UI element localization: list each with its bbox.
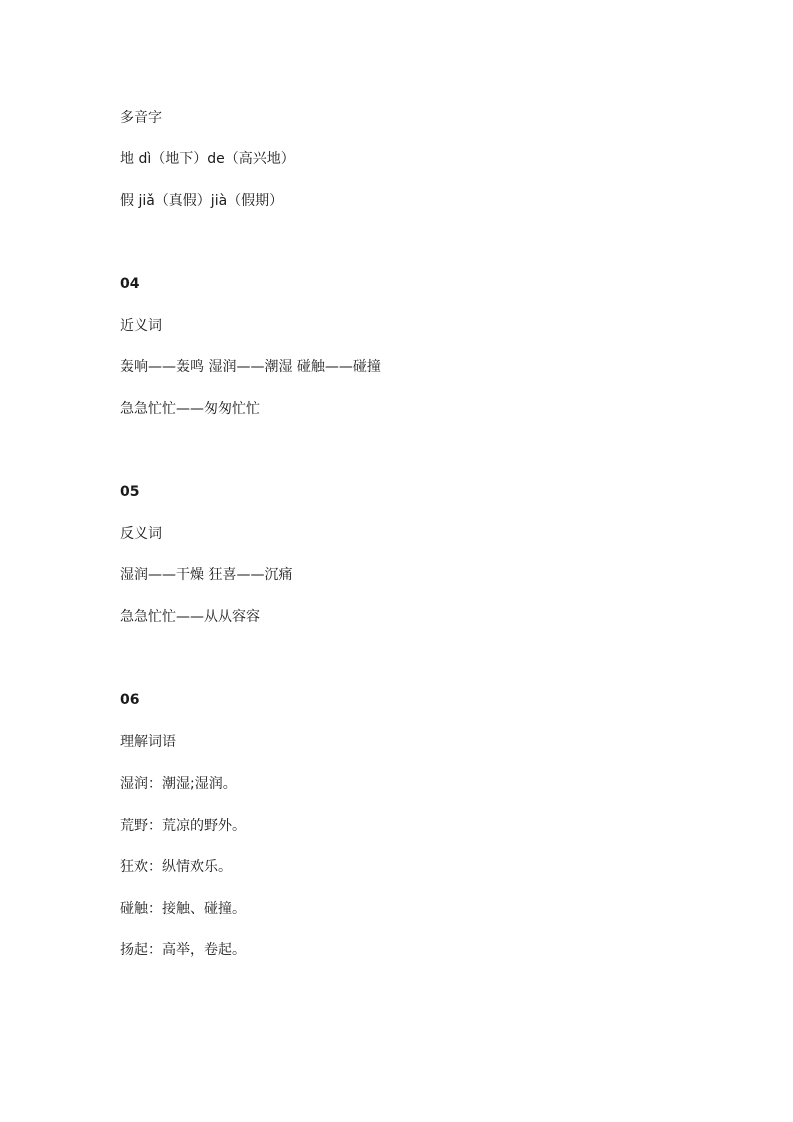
vocabulary-line-5: 扬起：高举，卷起。: [120, 942, 246, 958]
section-number-06: 06: [120, 692, 140, 708]
section-heading-synonyms: 近义词: [120, 318, 162, 334]
polyphone-line-1: 地 dì（地下）de（高兴地）: [120, 151, 295, 167]
vocabulary-line-4: 碰触：接触、碰撞。: [120, 901, 246, 917]
section-heading-polyphones: 多音字: [120, 110, 162, 126]
vocabulary-line-3: 狂欢：纵情欢乐。: [120, 859, 232, 875]
section-number-04: 04: [120, 276, 140, 292]
polyphone-line-2: 假 jiǎ（真假）jià（假期）: [120, 193, 284, 209]
antonym-line-1: 湿润——干燥 狂喜——沉痛: [120, 567, 293, 583]
vocabulary-line-2: 荒野：荒凉的野外。: [120, 818, 246, 834]
antonym-line-2: 急急忙忙——从从容容: [120, 609, 260, 625]
section-heading-antonyms: 反义词: [120, 526, 162, 542]
vocabulary-line-1: 湿润：潮湿;湿润。: [120, 776, 237, 792]
synonym-line-2: 急急忙忙——匆匆忙忙: [120, 401, 260, 417]
synonym-line-1: 轰响——轰鸣 湿润——潮湿 碰触——碰撞: [120, 359, 381, 375]
section-heading-vocabulary: 理解词语: [120, 734, 176, 750]
section-number-05: 05: [120, 484, 140, 500]
